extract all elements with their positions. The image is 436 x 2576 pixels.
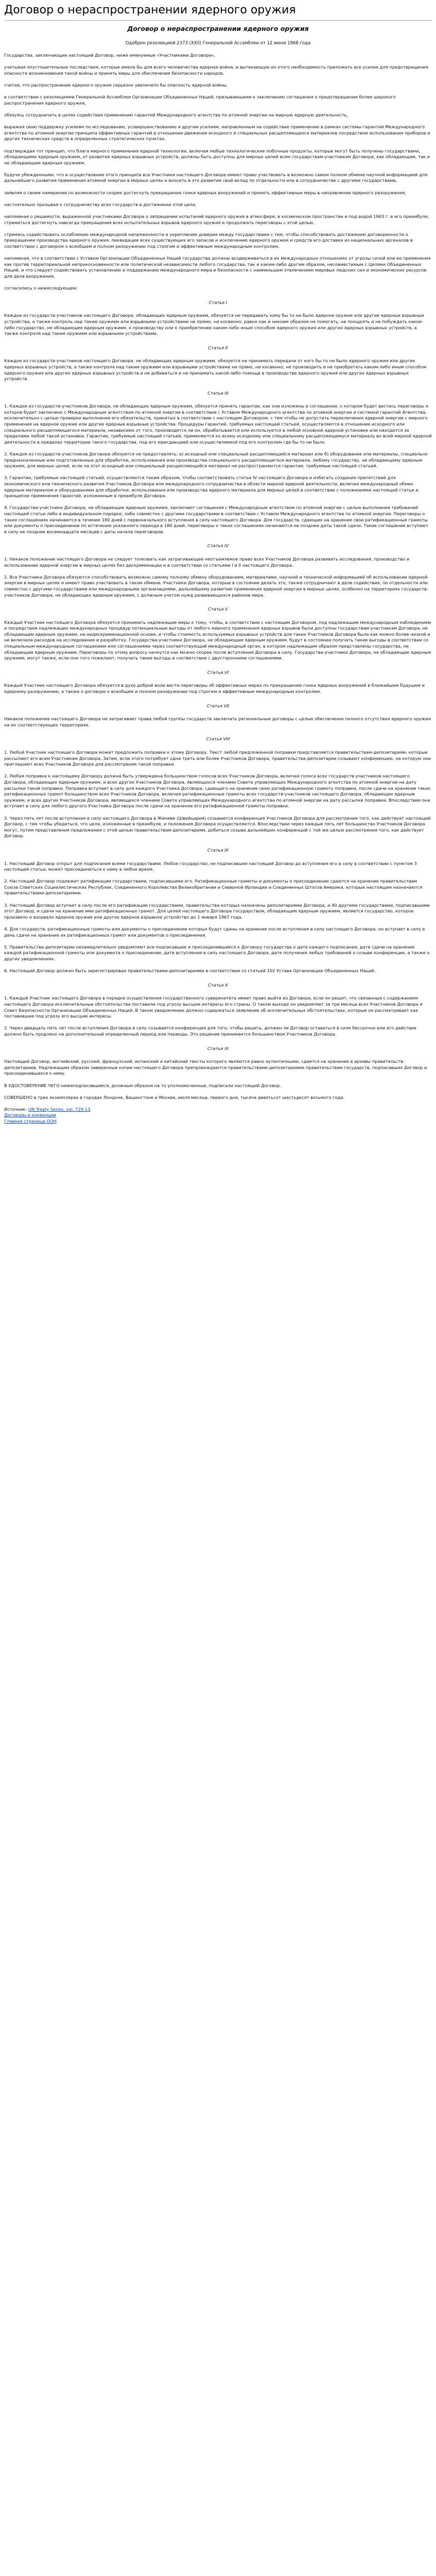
article-title: Статья VI: [207, 669, 229, 675]
article-paragraph: 4. Государства-участники Договора, не обладающие ядерным оружием, заключают соглашения с Международным агентством по атомной энергии с целью выполнения требований настоящей статьи либо в индивидуальном порядке, либо совместно с другими государствами в соответствии с Уставом Международного агентства по атомной энергии. Переговоры о таких соглашениях начинаются в течение 180 дней с первоначального вступления в силу настоящего Договора. Для государств, сдающих на хранение свои ратификационные грамоты или документы о присоединении по истечении указанного периода в 180 дней, переговоры о таких соглашениях начинаются не позднее даты такой сдачи. Такие соглашения вступают в силу не позднее восемнадцати месяцев с даты начала переговоров.: [4, 505, 428, 534]
article: [4, 391, 432, 535]
preamble-paragraph: заявляя о своем намерении по возможности скорее достигнуть прекращения гонки ядерных вооружений и принять эффективные меры в направлении ядерного разоружения,: [4, 190, 407, 195]
preamble-paragraph: Государства, заключающие настоящий Договор, ниже именуемые «Участниками Договора»,: [4, 53, 216, 58]
article-title: Статья IX: [207, 847, 229, 853]
articles: [4, 300, 432, 1101]
article-paragraph: Каждый Участник настоящего Договора обязуется принимать надлежащие меры к тому, чтобы, в соответствии с настоящим Договором, под надлежащим международным наблюдением и посредством надлежащих международных процедур потенциальные выгоды от любого мирного применения ядерных взрывов были доступны государствам-участникам Договора, не обладающим ядерным оружием, на недискриминационной основе, и чтобы стоимость используемых взрывных устройств для таких Участников Договора была как можно более низкой и не включала расходов на исследования и разработку. Государства-участники Договора, не обладающие ядерным оружием, будут в состоянии получать такие выгоды в соответствии со специальным международным соглашением или соглашениями через соответствующий международный орган, в котором надлежащим образом представлены государства, не обладающие ядерным оружием. Переговоры по этому вопросу начнутся как можно скорее после вступления Договора в силу. Государства-участники Договора, не обладающие ядерным оружием, могут также, если они того пожелают, получать такие выгоды в соответствии с двусторонними соглашениями.: [4, 619, 431, 661]
preamble-paragraph: стремясь содействовать ослаблению международной напряженности и укреплению доверия между государствами с тем, чтобы способствовать достижению договоренности о прекращении производства ядерного оружия, ликвидации всех существующих его запасов и исключению ядерного оружия и средств его доставки из национальных арсеналов в соответствии с договором о всеобщем и полном разоружении под строгим и эффективным международным контролем,: [4, 231, 413, 249]
article-paragraph: 3. Настоящий Договор вступает в силу после его ратификации государствами, правительства которых назначены депозитариями Договора, и 40 другими государствами, подписавшими этот Договор, и сдачи на хранение ими ратификационных грамот. Для целей настоящего Договора государством, обладающим ядерным оружием, является государство, которое произвело и взорвало ядерное оружие или другое ядерное взрывное устройство до 1 января 1967 года.: [4, 902, 430, 920]
article-paragraph: 1. Каждый Участник настоящего Договора в порядке осуществления государственного суверенитета имеет право выйти из Договора, если он решит, что связанные с содержанием настоящего Договора исключительные обстоятельства поставили под угрозу высшие интересы его страны. О таком выходе он уведомляет за три месяца всех Участников Договора и Совет Безопасности Организации Объединенных Наций. В таком уведомлении должно содержаться заявление об исключительных обстоятельствах, которые он рассматривает как поставившие под угрозу его высшие интересы.: [4, 995, 423, 1019]
preamble-paragraph: согласились о нижеследующем:: [4, 285, 78, 291]
preamble-paragraph: учитывая опустошительные последствия, которые имела бы для всего человечества ядерная война, и вытекающую из этого необходимость приложить все усилия для предотвращения опасности возникновения такой войны и принять меры для обеспечения безопасности народов,: [4, 64, 428, 76]
article-title: Статья VII: [206, 703, 230, 708]
article-paragraph: Никакое положение настоящего Договора не затрагивает права любой группы государств заключать региональные договоры с целью обеспечения полного отсутствия ядерного оружия на их соответствующих территориях.: [4, 716, 431, 727]
article-paragraph: 1. Каждое из государств-участников Договора, не обладающих ядерным оружием, обязуется принять гарантии, как они изложены в соглашении, о котором будет вестись переговоры и которое будет заключено с Международным агентством по атомной энергии в соответствии с Уставом Международного агентства по атомной энергии и системой гарантий Агентства, исключительно с целью проверки выполнения его обязательств, принятых в соответствии с настоящим Договором, с тем чтобы не допустить переключения ядерной энергии с мирного применения на ядерное оружие или другие ядерные взрывные устройства. Процедуры гарантий, требуемых настоящей статьей, осуществляются в отношении исходного или специального расщепляющегося материала, независимо от того, производится ли он, обрабатывается или используется в любой основной ядерной установке или находится за пределами любой такой установки. Гарантии, требуемые настоящей статьей, применяются ко всему исходному или специальному расщепляющемуся материалу во всей мирной ядерной деятельности в пределах территории такого государства, под его юрисдикцией или осуществляемой под его контролем где бы то ни было.: [4, 403, 432, 445]
preamble-paragraph: подтверждая тот принцип, что блага мирного применения ядерной технологии, включая любые технологические побочные продукты, которые могут быть получены государствами, обладающими ядерным оружием, от развития ядерных взрывных устройств, должны быть доступны для мирных целей всем государствам-участникам Договора, как обладающим, так и не обладающим ядерным оружием,: [4, 148, 430, 165]
source-link[interactable]: UN Treaty Series, vol. 729-13: [28, 1106, 91, 1112]
article: [4, 606, 432, 662]
preamble-paragraph: выражая свою поддержку усилиям по исследованию, усовершенствованию и другим усилиям, направленным на содействие применению в рамках системы гарантий Международного агентства по атомной энергии принципа эффективных гарантий в отношении движения исходного и специальных расщепляющихся материалов посредством использования приборов и других технических средств в определенных стратегических пунктах,: [4, 124, 430, 142]
article-paragraph: 1. Любой Участник настоящего Договора может предложить поправки к этому Договору. Текст любой предложенной поправки представляется правительствам-депозитариям, которые рассылают его всем Участникам Договора. Затем, если этого потребует одна треть или более Участников Договора, правительства-депозитарии созывают конференцию, на которую они приглашают всех Участников Договора для рассмотрения такой поправки.: [4, 750, 431, 767]
adoption-note: Одобрен резолюцией 2373 (XXII) Генеральной Ассамблеи от 12 июня 1968 года: [125, 41, 311, 46]
treaties-link[interactable]: Договоры и конвенции: [4, 1112, 56, 1118]
page-title: Договор о нераспространении ядерного оружия: [4, 2, 432, 21]
preamble: [4, 53, 432, 292]
article-paragraph: Каждый Участник настоящего Договора обязуется в духе доброй воли вести переговоры об эффективных мерах по прекращению гонки ядерных вооружений в ближайшем будущем и ядерному разоружению, а также о договоре о всеобщем и полном разоружении под строгим и эффективным международным контролем.: [4, 683, 425, 694]
article-title: Статья V: [208, 606, 228, 612]
article: [4, 703, 432, 728]
article-paragraph: 2. Любая поправка к настоящему Договору должна быть утверждена большинством голосов всех Участников Договора, включая голоса всех государств-участников настоящего Договора, обладающих ядерным оружием, и всех других Участников Договора, являющихся членами Совета управляющих Международного агентства по атомной энергии на дату рассылки такой поправки. Поправка вступает в силу для каждого Участника Договора, сдающего на хранение свою ратификационную грамоту поправки, после сдачи на хранение таких ратификационных грамот большинством всех Участников Договора, включая ратификационные грамоты всех государств-участников настоящего Договора, обладающих ядерным оружием, и всех других Участников Договора, являющихся членами Совета управляющих Международного агентства по атомной энергии на дату рассылки поправки. Впоследствии она вступает в силу для любого другого Участника Договора после сдачи на хранение его ратификационной грамоты поправки.: [4, 773, 431, 809]
preamble-paragraph: считая, что распространение ядерного оружия серьезно увеличило бы опасность ядерной войны,: [4, 82, 228, 88]
preamble-paragraph: напоминая о решимости, выраженной участниками Договора о запрещении испытаний ядерного оружия в атмосфере, в космическом пространстве и под водой 1963 г. в его преамбуле, стремиться достигнуть навсегда прекращения всех испытательных взрывов ядерного оружия и продолжать переговоры с этой целью,: [4, 214, 429, 225]
un-home-link[interactable]: Главная страница ООН: [4, 1118, 57, 1124]
article-title: Статья IV: [207, 543, 229, 549]
source-prefix: Источник:: [4, 1106, 28, 1112]
article-paragraph: 3. Через пять лет после вступления в силу настоящего Договора в Женеве (Швейцария) созывается конференция Участников Договора для рассмотрения того, как действует настоящий Договор, с тем чтобы убедиться, что цели, изложенные в преамбуле, и положения Договора осуществляются. Впоследствии через каждые пять лет большинство Участников Договора могут, путем представления предложения с этой целью правительствам-депозитариям, добиться созыва дальнейших конференций с той же целью рассмотрения того, как действует Договор.: [4, 815, 431, 839]
document-meta: [4, 40, 432, 46]
article-paragraph: 6. Настоящий Договор должен быть зарегистрирован правительствами-депозитариями в соответствии со статьей 102 Устава Организации Объединенных Наций.: [4, 968, 376, 974]
article-paragraph: 2. Через двадцать пять лет после вступления Договора в силу созывается конференция для того, чтобы решить, должен ли Договор оставаться в силе бессрочно или его действие должно быть продлено на дополнительный определенный период или периоды. Это решение принимается большинством Участников Договора.: [4, 1025, 417, 1037]
preamble-paragraph: будучи убежденными, что в осуществление этого принципа все Участники настоящего Договора имеют право участвовать в возможно самом полном обмене научной информацией для дальнейшего развития применения атомной энергии в мирных целях и вносить в это развитие свой вклад по отдельности или в сотрудничестве с другими государствами,: [4, 172, 428, 183]
article-paragraph: 3. Гарантии, требуемые настоящей статьей, осуществляются таким образом, чтобы соответствовать статье IV настоящего Договора и избегать создания препятствий для экономического или технического развития Участников Договора или международного сотрудничества в области мирной ядерной деятельности, включая международный обмен ядерным материалом и оборудованием для обработки, использования или производства ядерного материала для мирных целей в соответствии с положениями настоящей статьи и принципом применения гарантий, изложенным в преамбуле Договора.: [4, 475, 418, 499]
article: [4, 736, 432, 839]
article-paragraph: 1. Никакое положение настоящего Договора не следует толковать как затрагивающее неотъемлемое право всех Участников Договора развивать исследования, производство и использование ядерной энергии в мирных целях без дискриминации и в соответствии со статьями I и II настоящего Договора.: [4, 556, 410, 568]
preamble-paragraph: обязуясь сотрудничать в целях содействия применению гарантий Международного агентства по атомной энергии на мирную ядерную деятельность,: [4, 112, 348, 117]
article: [4, 670, 432, 695]
article: [4, 543, 432, 598]
article-paragraph: Каждое из государств-участников настоящего Договора, обладающих ядерным оружием, обязуется не передавать кому бы то ни было ядерное оружие или другие ядерные взрывные устройства, а также контроль над таким оружием или взрывными устройствами ни прямо, ни косвенно; равно как и никоим образом не помогать, не поощрять и не побуждать какое-либо государство, не обладающее ядерным оружием, к производству или к приобретению каким-либо иным способом ядерного оружия или других ядерных взрывных устройств, а также контроля над таким оружием или взрывными устройствами.: [4, 313, 424, 336]
article: [4, 848, 432, 974]
preamble-paragraph: настоятельно призывая к сотрудничеству всех государств в достижении этой цели,: [4, 201, 197, 207]
article-paragraph: 2. Каждое из государств-участников Договора обязуется не предоставлять: а) исходный или специальный расщепляющийся материал или б) оборудование или материалы, специально предназначенные или подготовленные для обработки, использования или производства специального расщепляющегося материала, любому государству, не обладающему ядерным оружием, для мирных целей, если на этот исходный или специальный расщепляющийся материал не распространяются гарантии, требуемые настоящей статьей.: [4, 451, 428, 469]
article-paragraph: 2. Настоящий Договор подлежит ратификации государствами, подписавшими его. Ратификационные грамоты и документы о присоединении сдаются на хранение правительствам Союза Советских Социалистических Республик, Соединенного Королевства Великобритании и Северной Ирландии и Соединенных Штатов Америки, которые настоящим назначаются правительствами-депозитариями.: [4, 878, 423, 896]
preamble-paragraph: в соответствии с резолюциями Генеральной Ассамблеи Организации Объединенных Наций, призывающими к заключению соглашения о предотвращении более широкого распространения ядерного оружия,: [4, 94, 396, 106]
article: [4, 300, 432, 337]
article-title: Статья X: [208, 982, 228, 988]
article-paragraph: 4. Для государств, ратификационные грамоты или документы о присоединении которых будут сданы на хранение после вступления в силу настоящего Договора, он вступает в силу в день сдачи на хранение их ратификационных грамот или документов о присоединении.: [4, 926, 425, 938]
article-title: Статья III: [207, 390, 229, 396]
article-paragraph: 2. Все Участники Договора обязуются способствовать возможно самому полному обмену оборудованием, материалами, научной и технической информацией об использовании ядерной энергии в мирных целях и имеют право участвовать в таком обмене. Участники Договора, которые в состоянии делать это, также сотрудничают в деле содействия, по отдельности или совместно с другими государствами или международными организациями, дальнейшему развитию применения ядерной энергии в мирных целях, особенно на территориях государств-участников Договора, не обладающих ядерным оружием, с должным учетом нужд развивающихся районов мира.: [4, 574, 428, 598]
article-title: Статья II: [208, 345, 228, 350]
preamble-paragraph: напоминая, что в соответствии с Уставом Организации Объединенных Наций государства должны воздерживаться в их международных отношениях от угрозы силой или ее применения как против территориальной неприкосновенности или политической независимости любого государства, так и каким-либо другим образом, несовместимым с Целями Объединенных Наций, и что следует содействовать установлению и поддержанию международного мира и безопасности с наименьшим отвлечением мировых людских сил и экономических ресурсов для дела вооружения,: [4, 256, 431, 279]
source-line: [4, 1107, 432, 1113]
article-paragraph: Настоящий Договор, английский, русский, французский, испанский и китайский тексты которого являются равно аутентичными, сдается на хранение в архивы правительств-депозитариев. Надлежащим образом заверенные копии настоящего Договора препровождаются правительствами-депозитариями правительствам государств, подписавших Договор и присоединившихся к нему.: [4, 1059, 427, 1076]
document-footer: [4, 1107, 432, 1125]
article-paragraph: 5. Правительства-депозитарии незамедлительно уведомляют все подписавшие и присоединившиеся к Договору государства о дате каждого подписания, дате сдачи на хранение каждой ратификационной грамоты или документа о присоединении, дате вступления в силу настоящего Договора, дате получения любых требований о созыве конференции, а также о других уведомлениях.: [4, 944, 430, 961]
article-paragraph: 1. Настоящий Договор открыт для подписания всеми государствами. Любое государство, не подписавшее настоящий Договор до вступления его в силу в соответствии с пунктом 3 настоящей статьи, может присоединиться к нему в любое время.: [4, 860, 417, 872]
article-title: Статья I: [208, 299, 228, 305]
article-paragraph: СОВЕРШЕНО в трех экземплярах в городах Лондоне, Вашингтоне и Москве, июля месяца, первого дня, тысяча девятьсот шестьдесят восьмого года.: [4, 1094, 344, 1100]
article-title: Статья XI: [207, 1045, 229, 1051]
document-heading: Договор о нераспространении ядерного оружия: [127, 25, 309, 32]
article: [4, 982, 432, 1038]
article-paragraph: Каждое из государств-участников настоящего Договора, не обладающих ядерным оружием, обязуется не принимать передачи от кого бы то ни было ядерного оружия или других ядерных взрывных устройств, а также контроля над таким оружием или взрывными устройствами ни прямо, ни косвенно; не производить и не приобретать каким-либо иным способом ядерного оружия или других ядерных взрывных устройств и не добиваться и не принимать какой-либо помощи в производстве ядерного оружия или других ядерных взрывных устройств.: [4, 358, 427, 382]
article: [4, 345, 432, 382]
article-paragraph: В УДОСТОВЕРЕНИЕ ЧЕГО нижеподписавшиеся, должным образом на то уполномоченные, подписали настоящий Договор.: [4, 1082, 281, 1088]
article-title: Статья VIII: [206, 736, 230, 742]
article: [4, 1046, 432, 1101]
